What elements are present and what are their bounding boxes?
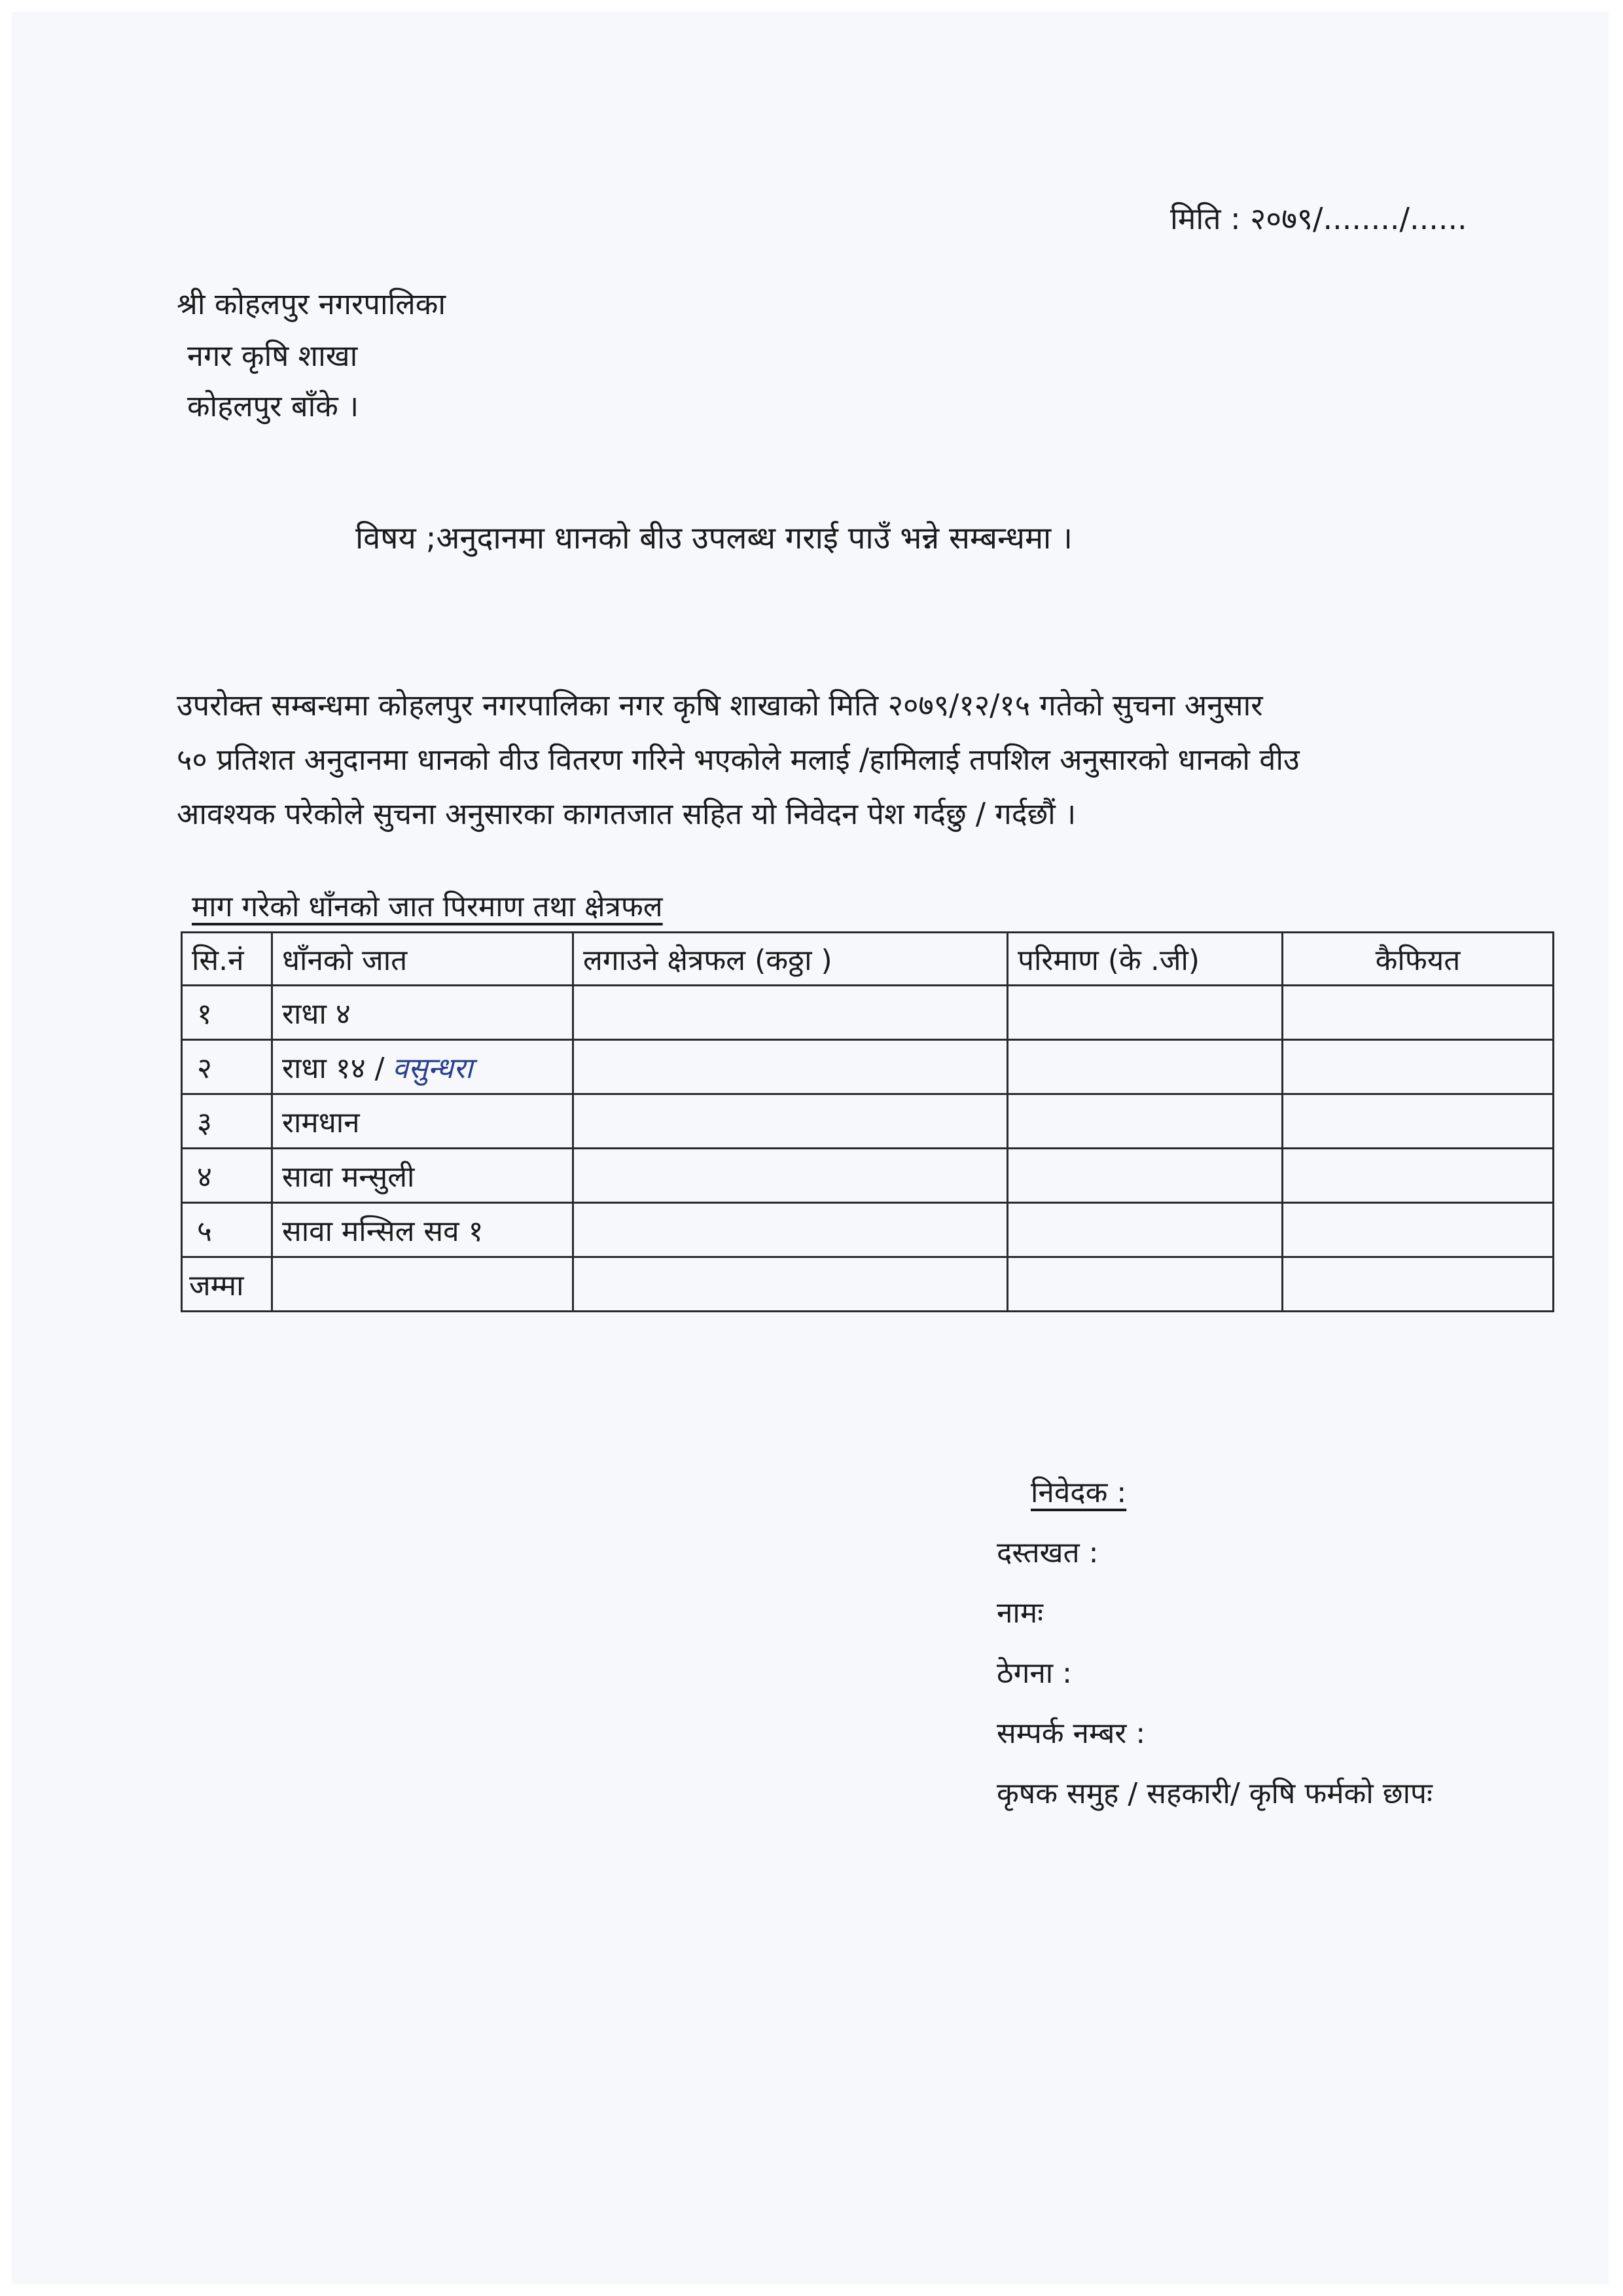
cell-area[interactable] (573, 1094, 1008, 1149)
variety-printed-text: राधा १४ / (282, 1052, 385, 1085)
date-line: मिति : २०७९/......../...... (1170, 201, 1467, 236)
table-header-row (182, 933, 1554, 986)
body-line-1: उपरोक्त सम्बन्धमा कोहलपुर नगरपालिका नगर कृषि शाखाको मिति २०७९/१२/१५ गतेको सुचना अनुसार (177, 688, 1263, 723)
cell-area[interactable] (573, 986, 1008, 1040)
cell-serial-number: ३ (182, 1094, 272, 1149)
cell-serial-number: २ (182, 1040, 272, 1094)
header-variety: धाँनको जात (272, 933, 573, 986)
cell-quantity[interactable] (1008, 1040, 1283, 1094)
cell-area[interactable] (573, 1203, 1008, 1257)
cell-total-area[interactable] (573, 1257, 1008, 1312)
cell-variety (272, 1040, 573, 1094)
cell-quantity[interactable] (1008, 1149, 1283, 1203)
cell-total-remarks[interactable] (1283, 1257, 1554, 1312)
cell-variety: रामधान (272, 1094, 573, 1149)
table-caption: माग गरेको धाँनको जात पिरमाण तथा क्षेत्रफल (192, 890, 663, 924)
cell-remarks[interactable] (1283, 986, 1554, 1040)
table-row (182, 1094, 1554, 1149)
cell-total-label: जम्मा (182, 1257, 272, 1312)
application-body (177, 678, 1499, 841)
recipient-location: कोहलपुर बाँके । (187, 389, 359, 423)
cell-total-quantity[interactable] (1008, 1257, 1283, 1312)
cell-quantity[interactable] (1008, 1203, 1283, 1257)
cell-variety: सावा मन्सिल सव १ (272, 1203, 573, 1257)
recipient-branch: नगर कृषि शाखा (187, 338, 358, 373)
application-form-page (12, 12, 1609, 2284)
table-row (182, 1203, 1554, 1257)
cell-area[interactable] (573, 1040, 1008, 1094)
cell-remarks[interactable] (1283, 1094, 1554, 1149)
cell-total-variety (272, 1257, 573, 1312)
cell-remarks[interactable] (1283, 1149, 1554, 1203)
header-quantity: परिमाण (के .जी) (1008, 933, 1283, 986)
table-total-row (182, 1257, 1554, 1312)
cell-serial-number: ४ (182, 1149, 272, 1203)
address-field[interactable]: ठेगना : (997, 1657, 1072, 1690)
cell-serial-number: ५ (182, 1203, 272, 1257)
cell-remarks[interactable] (1283, 1203, 1554, 1257)
contact-number-field[interactable]: सम्पर्क नम्बर : (997, 1717, 1146, 1750)
signature-field[interactable]: दस्तखत : (997, 1536, 1099, 1570)
cell-quantity[interactable] (1008, 986, 1283, 1040)
seed-demand-table (181, 931, 1554, 1312)
cell-remarks[interactable] (1283, 1040, 1554, 1094)
header-serial-number: सि.नं (182, 933, 272, 986)
header-area: लगाउने क्षेत्रफल (कठ्ठा ) (573, 933, 1008, 986)
cell-area[interactable] (573, 1149, 1008, 1203)
table-row (182, 1040, 1554, 1094)
table-row (182, 986, 1554, 1040)
body-line-3: आवश्यक परेकोले सुचना अनुसारका कागतजात सहित यो निवेदन पेश गर्दछु / गर्दछौं । (177, 797, 1077, 831)
table-row (182, 1149, 1554, 1203)
recipient-office: श्री कोहलपुर नगरपालिका (177, 287, 446, 321)
body-line-2: ५० प्रतिशत अनुदानमा धानको वीउ वितरण गरिने भएकोले मलाई /हामिलाई तपशिल अनुसारको धानको वीउ (177, 742, 1300, 777)
name-field[interactable]: नामः (997, 1596, 1044, 1630)
group-stamp-field[interactable]: कृषक समुह / सहकारी/ कृषि फर्मको छापः (997, 1777, 1433, 1810)
applicant-details (997, 1471, 1433, 1833)
applicant-heading: निवेदक : (1031, 1476, 1127, 1509)
cell-quantity[interactable] (1008, 1094, 1283, 1149)
cell-variety: सावा मन्सुली (272, 1149, 573, 1203)
header-remarks: कैफियत (1283, 933, 1554, 986)
cell-variety: राधा ४ (272, 986, 573, 1040)
handwritten-variety-note: वसुन्धरा (392, 1052, 473, 1085)
subject-line: विषय ;अनुदानमा धानको बीउ उपलब्ध गराई पाउँ भन्ने सम्बन्धमा । (355, 520, 1073, 556)
cell-serial-number: १ (182, 986, 272, 1040)
